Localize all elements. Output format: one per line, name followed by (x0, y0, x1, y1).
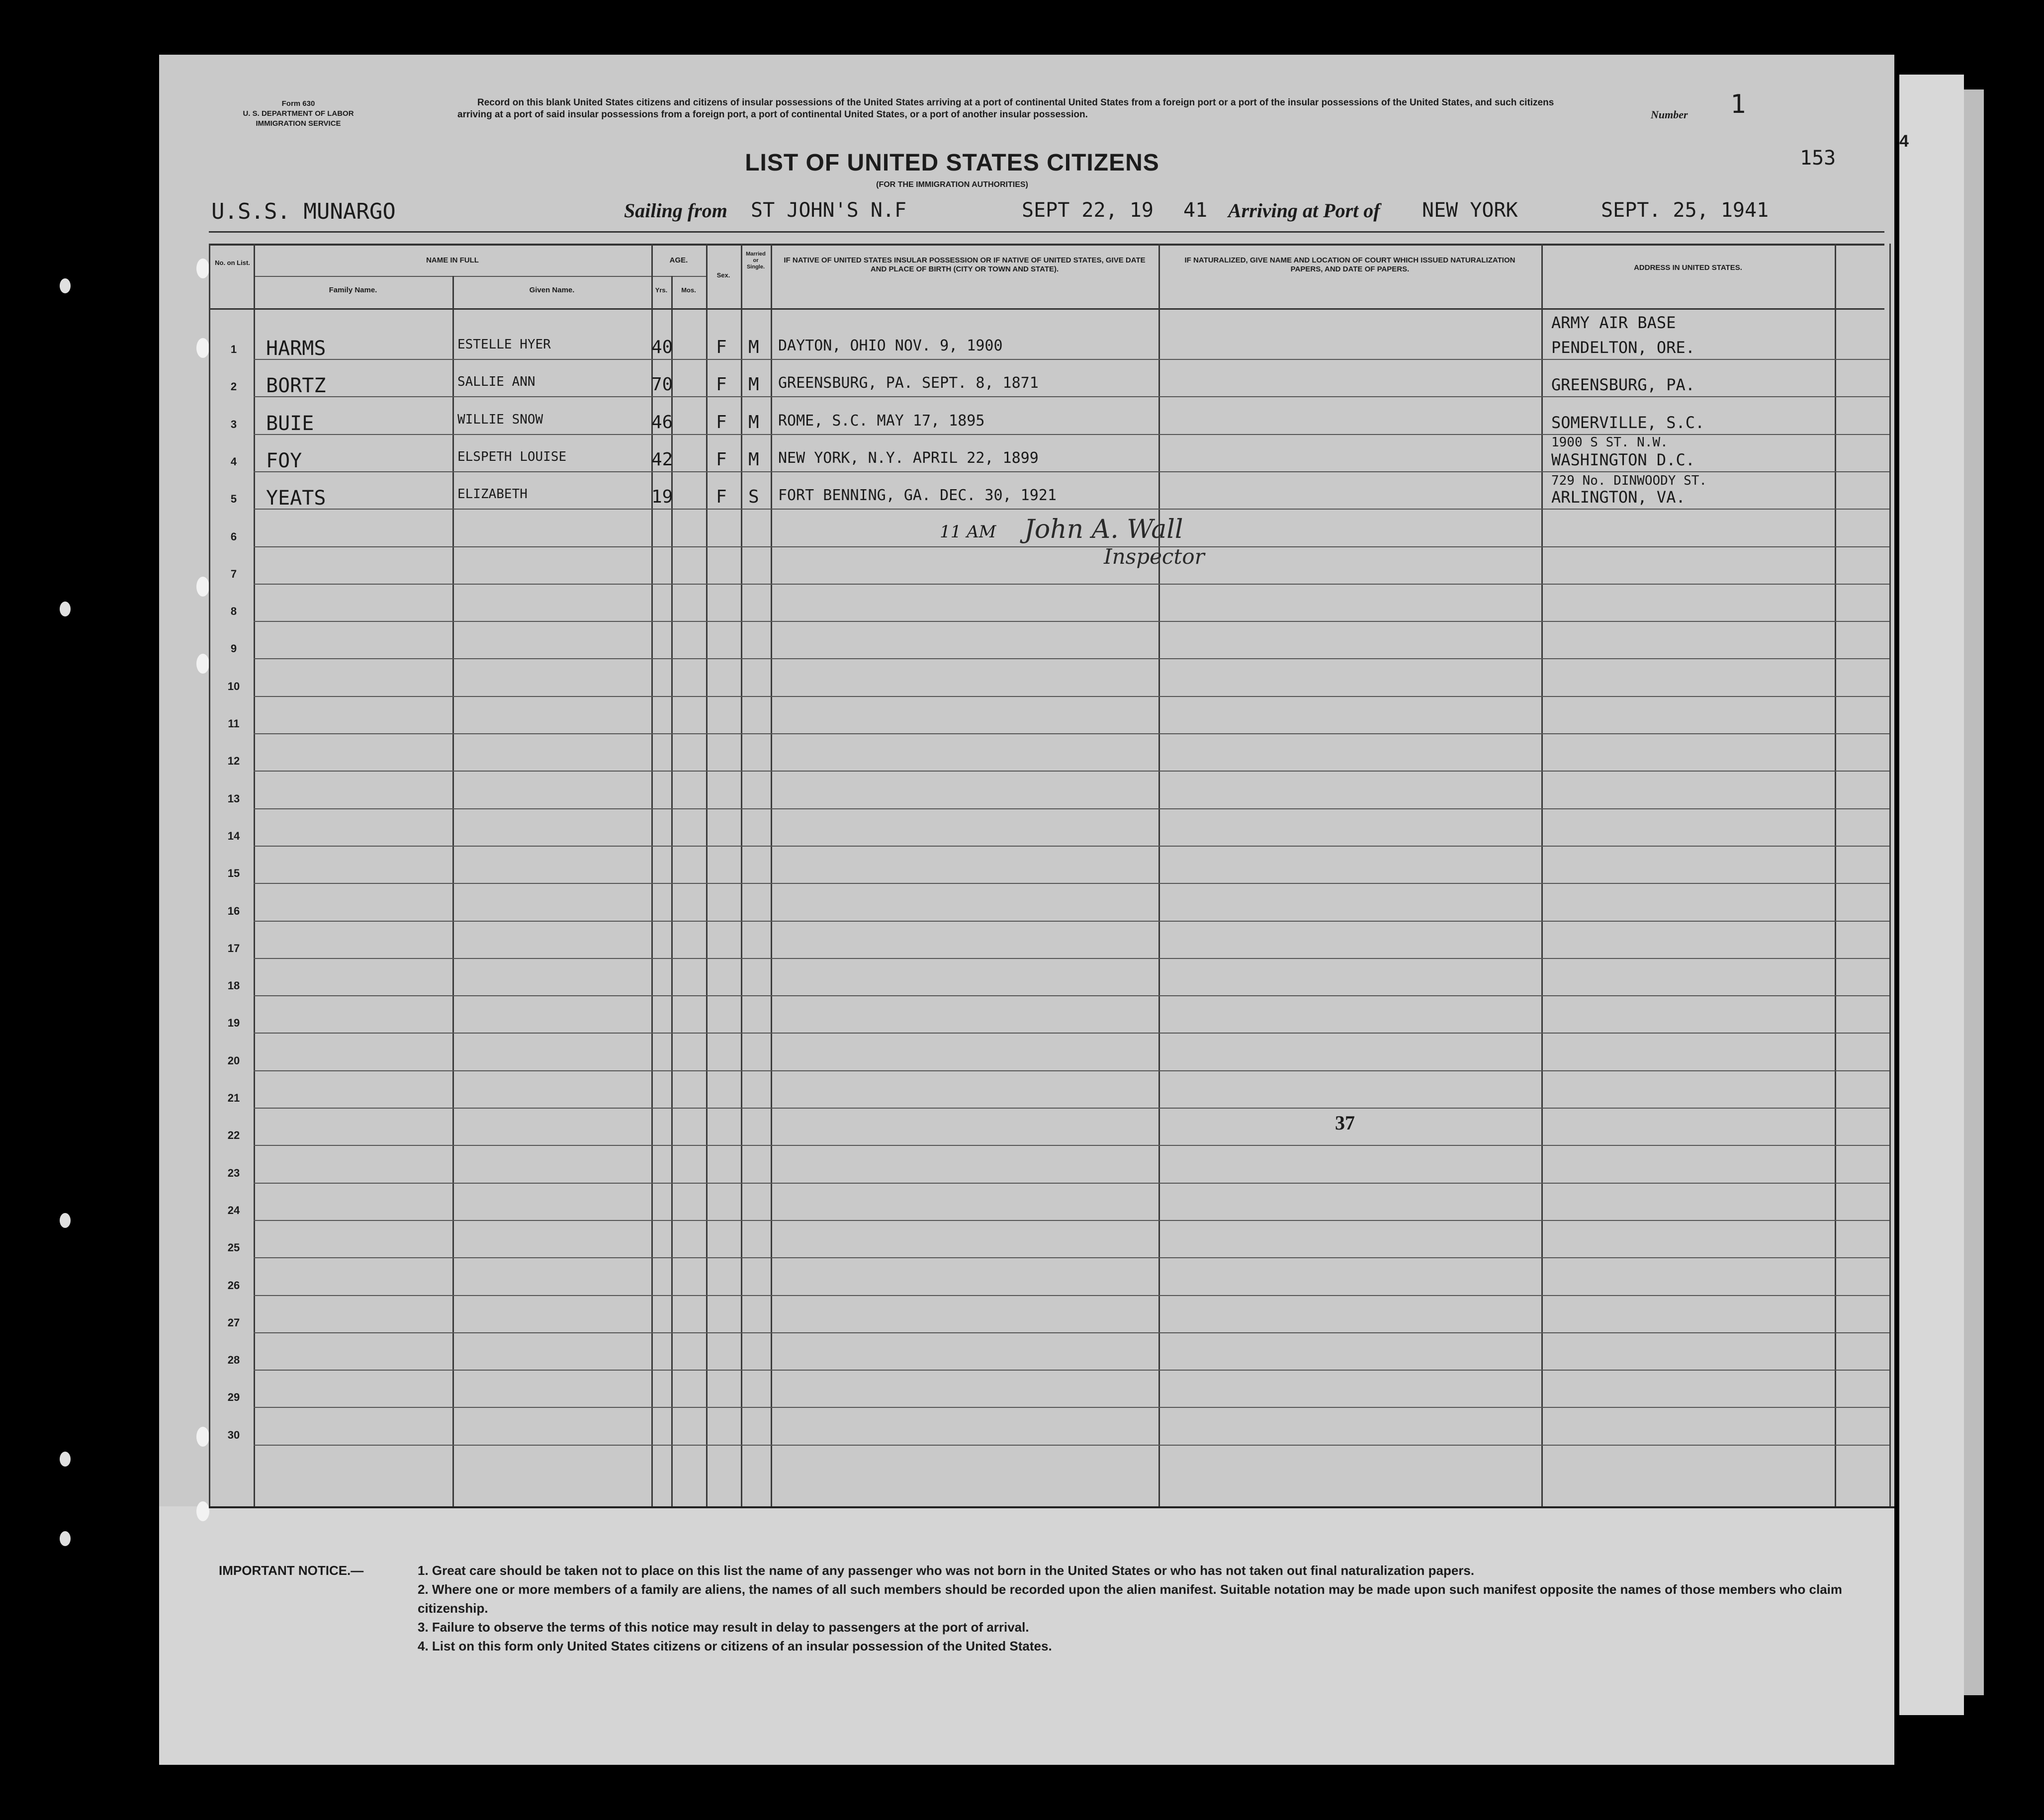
row-number: 20 (227, 1054, 240, 1067)
binder-hole (60, 1531, 71, 1546)
col-header-yrs: Yrs. (655, 286, 668, 294)
row-rule (254, 509, 1889, 510)
table-top-border (209, 244, 1884, 246)
address-extra-line: 1900 S ST. N.W. (1551, 435, 1668, 450)
binder-hole (60, 278, 71, 293)
marital-status-cell: M (748, 412, 759, 433)
important-notice (219, 1561, 1860, 1655)
given-name-cell: SALLIE ANN (457, 374, 535, 390)
punch-hole (196, 338, 209, 358)
sex-cell: F (716, 412, 727, 433)
col-header-address: ADDRESS IN UNITED STATES. (1634, 263, 1742, 272)
department-name: U. S. DEPARTMENT OF LABOR (243, 109, 354, 118)
sex-cell: F (716, 374, 727, 395)
sailing-port: ST JOHN'S N.F (751, 199, 907, 222)
family-name-cell: BUIE (266, 412, 314, 435)
col-divider (209, 244, 210, 1506)
age-header-divider (651, 276, 706, 277)
address-cell: SOMERVILLE, S.C. (1551, 413, 1705, 432)
table-header-divider (209, 308, 1884, 310)
row-rule (254, 883, 1889, 884)
marital-status-cell: M (748, 374, 759, 395)
punch-hole (196, 1427, 209, 1447)
number-value: 1 (1730, 89, 1746, 119)
row-number: 22 (227, 1129, 240, 1142)
ship-name: U.S.S. MUNARGO (211, 199, 396, 224)
binder-hole (60, 1213, 71, 1228)
row-number: 16 (227, 904, 240, 917)
birth-cell: NEW YORK, N.Y. APRIL 22, 1899 (778, 449, 1039, 467)
sailing-date: SEPT 22, 19 (1022, 199, 1154, 222)
notice-item: 4. List on this form only United States citizens or citizens of an insular possession of the United States. (418, 1639, 1052, 1653)
col-divider (741, 244, 742, 1506)
given-name-cell: ESTELLE HYER (457, 337, 551, 352)
row-number: 26 (227, 1279, 240, 1292)
address-extra-line: 729 No. DINWOODY ST. (1551, 473, 1707, 488)
punch-hole (196, 1501, 209, 1521)
row-number: 19 (227, 1017, 240, 1030)
row-rule (254, 733, 1889, 734)
notice-heading: IMPORTANT NOTICE.— (219, 1563, 364, 1578)
col-divider (1158, 244, 1160, 1506)
birth-cell: DAYTON, OHIO NOV. 9, 1900 (778, 337, 1003, 354)
row-rule (254, 359, 1889, 360)
age-years-cell: 42 (651, 449, 673, 470)
binder-hole (60, 1452, 71, 1467)
arriving-date: SEPT. 25, 1941 (1601, 199, 1769, 222)
punch-hole (196, 654, 209, 674)
number-label: Number (1651, 108, 1688, 121)
row-number: 14 (227, 829, 240, 842)
col-header-given: Given Name. (529, 286, 575, 294)
row-rule (254, 958, 1889, 959)
col-header-naturalized: IF NATURALIZED, GIVE NAME AND LOCATION OF COURT WHICH ISSUED NATURALIZATION PAPERS, AND DATE OF PAPERS. (1184, 256, 1515, 273)
row-number: 15 (227, 867, 240, 880)
corner-mark: 4 (1899, 132, 1909, 151)
row-number: 9 (230, 642, 237, 655)
address-cell: WASHINGTON D.C. (1551, 450, 1695, 469)
row-rule (254, 1108, 1889, 1109)
row-number: 3 (230, 418, 237, 431)
col-divider (254, 244, 255, 1506)
marital-status-cell: M (748, 337, 759, 357)
col-header-age: AGE. (669, 256, 688, 264)
inspector-signature: John A. Wall (1024, 515, 1183, 544)
row-number: 13 (227, 792, 240, 805)
row-number: 24 (227, 1204, 240, 1216)
arriving-port: NEW YORK (1422, 199, 1518, 222)
row-rule (254, 658, 1889, 659)
col-divider (706, 244, 708, 1506)
row-rule (254, 546, 1889, 547)
row-rule (254, 1257, 1889, 1258)
inspector-title: Inspector (1104, 544, 1205, 569)
row-rule (254, 1295, 1889, 1296)
family-name-cell: YEATS (266, 487, 326, 510)
row-rule (254, 471, 1889, 472)
row-number: 6 (230, 530, 237, 543)
address-cell: GREENSBURG, PA. (1551, 375, 1695, 395)
row-rule (254, 771, 1889, 772)
col-divider (1541, 244, 1543, 1506)
col-header-name: NAME IN FULL (426, 256, 479, 264)
row-number: 1 (230, 343, 237, 355)
sailing-year: 41 (1183, 199, 1208, 222)
address-cell: PENDELTON, ORE. (1551, 338, 1695, 357)
row-number: 4 (230, 455, 237, 468)
notice-item: 2. Where one or more members of a family are aliens, the names of all such members should be recorded upon the alien manifest. Suitable notation may be made upon such manifest opposite the names of those members who claim citizenship. (418, 1582, 1843, 1616)
row-rule (254, 846, 1889, 847)
row-rule (254, 1033, 1889, 1034)
row-number: 7 (230, 567, 237, 580)
row-rule (254, 921, 1889, 922)
sailing-label: Sailing from (624, 199, 727, 222)
form-number: Form 630 (281, 99, 315, 108)
row-number: 28 (227, 1354, 240, 1367)
row-rule (254, 396, 1889, 397)
row-number: 27 (227, 1316, 240, 1329)
voyage-underline (209, 231, 1884, 233)
age-years-cell: 40 (651, 337, 673, 357)
age-years-cell: 46 (651, 412, 673, 433)
birth-cell: ROME, S.C. MAY 17, 1895 (778, 412, 985, 430)
sex-cell: F (716, 449, 727, 470)
family-name-cell: BORTZ (266, 374, 326, 398)
row-number: 18 (227, 979, 240, 992)
sex-cell: F (716, 337, 727, 357)
page-number: 153 (1800, 147, 1836, 170)
age-years-cell: 70 (651, 374, 673, 395)
row-rule (254, 1407, 1889, 1408)
row-number: 10 (227, 680, 240, 693)
family-name-cell: HARMS (266, 337, 326, 360)
col-divider (452, 276, 454, 1506)
given-name-cell: ELIZABETH (457, 487, 528, 502)
notice-item: 3. Failure to observe the terms of this notice may result in delay to passengers at the port of arrival. (418, 1620, 1029, 1635)
notice-item: 1. Great care should be taken not to place on this list the name of any passenger who was not born in the United States or who has not taken out final naturalization papers. (418, 1563, 1475, 1578)
row-number: 8 (230, 605, 237, 618)
row-rule (254, 1370, 1889, 1371)
row-rule (254, 696, 1889, 697)
address-cell: ARLINGTON, VA. (1551, 488, 1686, 507)
col-divider (651, 244, 653, 1506)
row-number: 5 (230, 493, 237, 506)
page-title: LIST OF UNITED STATES CITIZENS (745, 150, 1159, 176)
row-number: 2 (230, 380, 237, 393)
address-extra-line: ARMY AIR BASE (1551, 313, 1676, 332)
sex-cell: F (716, 487, 727, 508)
row-rule (254, 1332, 1889, 1333)
marital-status-cell: S (748, 487, 759, 508)
punch-hole (196, 259, 209, 278)
page-edge (1899, 75, 1964, 1715)
row-rule (254, 621, 1889, 622)
binder-hole (60, 602, 71, 616)
age-years-cell: 19 (651, 487, 673, 508)
page-edge (1964, 89, 1984, 1695)
signature-time: 11 AM (940, 522, 996, 542)
col-divider (771, 244, 772, 1506)
row-number: 12 (227, 755, 240, 768)
row-rule (254, 1220, 1889, 1221)
col-divider (1835, 244, 1836, 1506)
col-header-mos: Mos. (681, 286, 696, 294)
family-name-cell: FOY (266, 449, 302, 472)
row-number: 30 (227, 1428, 240, 1441)
birth-cell: GREENSBURG, PA. SEPT. 8, 1871 (778, 374, 1039, 392)
table-bottom-border (209, 1506, 1894, 1508)
col-header-sex: Sex. (716, 271, 730, 279)
arriving-label: Arriving at Port of (1228, 199, 1380, 222)
row-rule (254, 995, 1889, 996)
row-number: 29 (227, 1391, 240, 1404)
col-divider (1889, 244, 1891, 1506)
punch-hole (196, 577, 209, 597)
birth-cell: FORT BENNING, GA. DEC. 30, 1921 (778, 487, 1057, 505)
stamp-number: 37 (1335, 1112, 1355, 1134)
page-subtitle: (FOR THE IMMIGRATION AUTHORITIES) (876, 180, 1028, 189)
row-rule (254, 1070, 1889, 1071)
given-name-cell: ELSPETH LOUISE (457, 449, 567, 464)
row-rule (254, 1445, 1889, 1446)
row-number: 21 (227, 1092, 240, 1104)
form-instructions: Record on this blank United States citizens and citizens of insular possessions of the United States arriving at a port of continental United States from a foreign port or a port of the insular possessions of the United States, and such citizens arriving at a port of said insular possessions from a foreign port, a port of continental United States, or a port of another insular possession. (457, 97, 1554, 120)
service-name: IMMIGRATION SERVICE (256, 119, 341, 128)
row-number: 23 (227, 1166, 240, 1179)
row-number: 17 (227, 942, 240, 954)
col-header-married: Married or Single. (746, 251, 766, 270)
col-header-family: Family Name. (329, 286, 377, 294)
row-number: 25 (227, 1241, 240, 1254)
col-header-no: No. on List. (215, 259, 250, 266)
row-rule (254, 1145, 1889, 1146)
row-number: 11 (228, 717, 240, 730)
row-rule (254, 808, 1889, 809)
row-rule (254, 1183, 1889, 1184)
col-header-birth: IF NATIVE OF UNITED STATES INSULAR POSSESSION OR IF NATIVE OF UNITED STATES, GIVE DATE AND PLACE OF BIRTH (CITY OR TOWN AND STATE). (784, 256, 1146, 273)
given-name-cell: WILLIE SNOW (457, 412, 543, 427)
marital-status-cell: M (748, 449, 759, 470)
row-rule (254, 584, 1889, 585)
